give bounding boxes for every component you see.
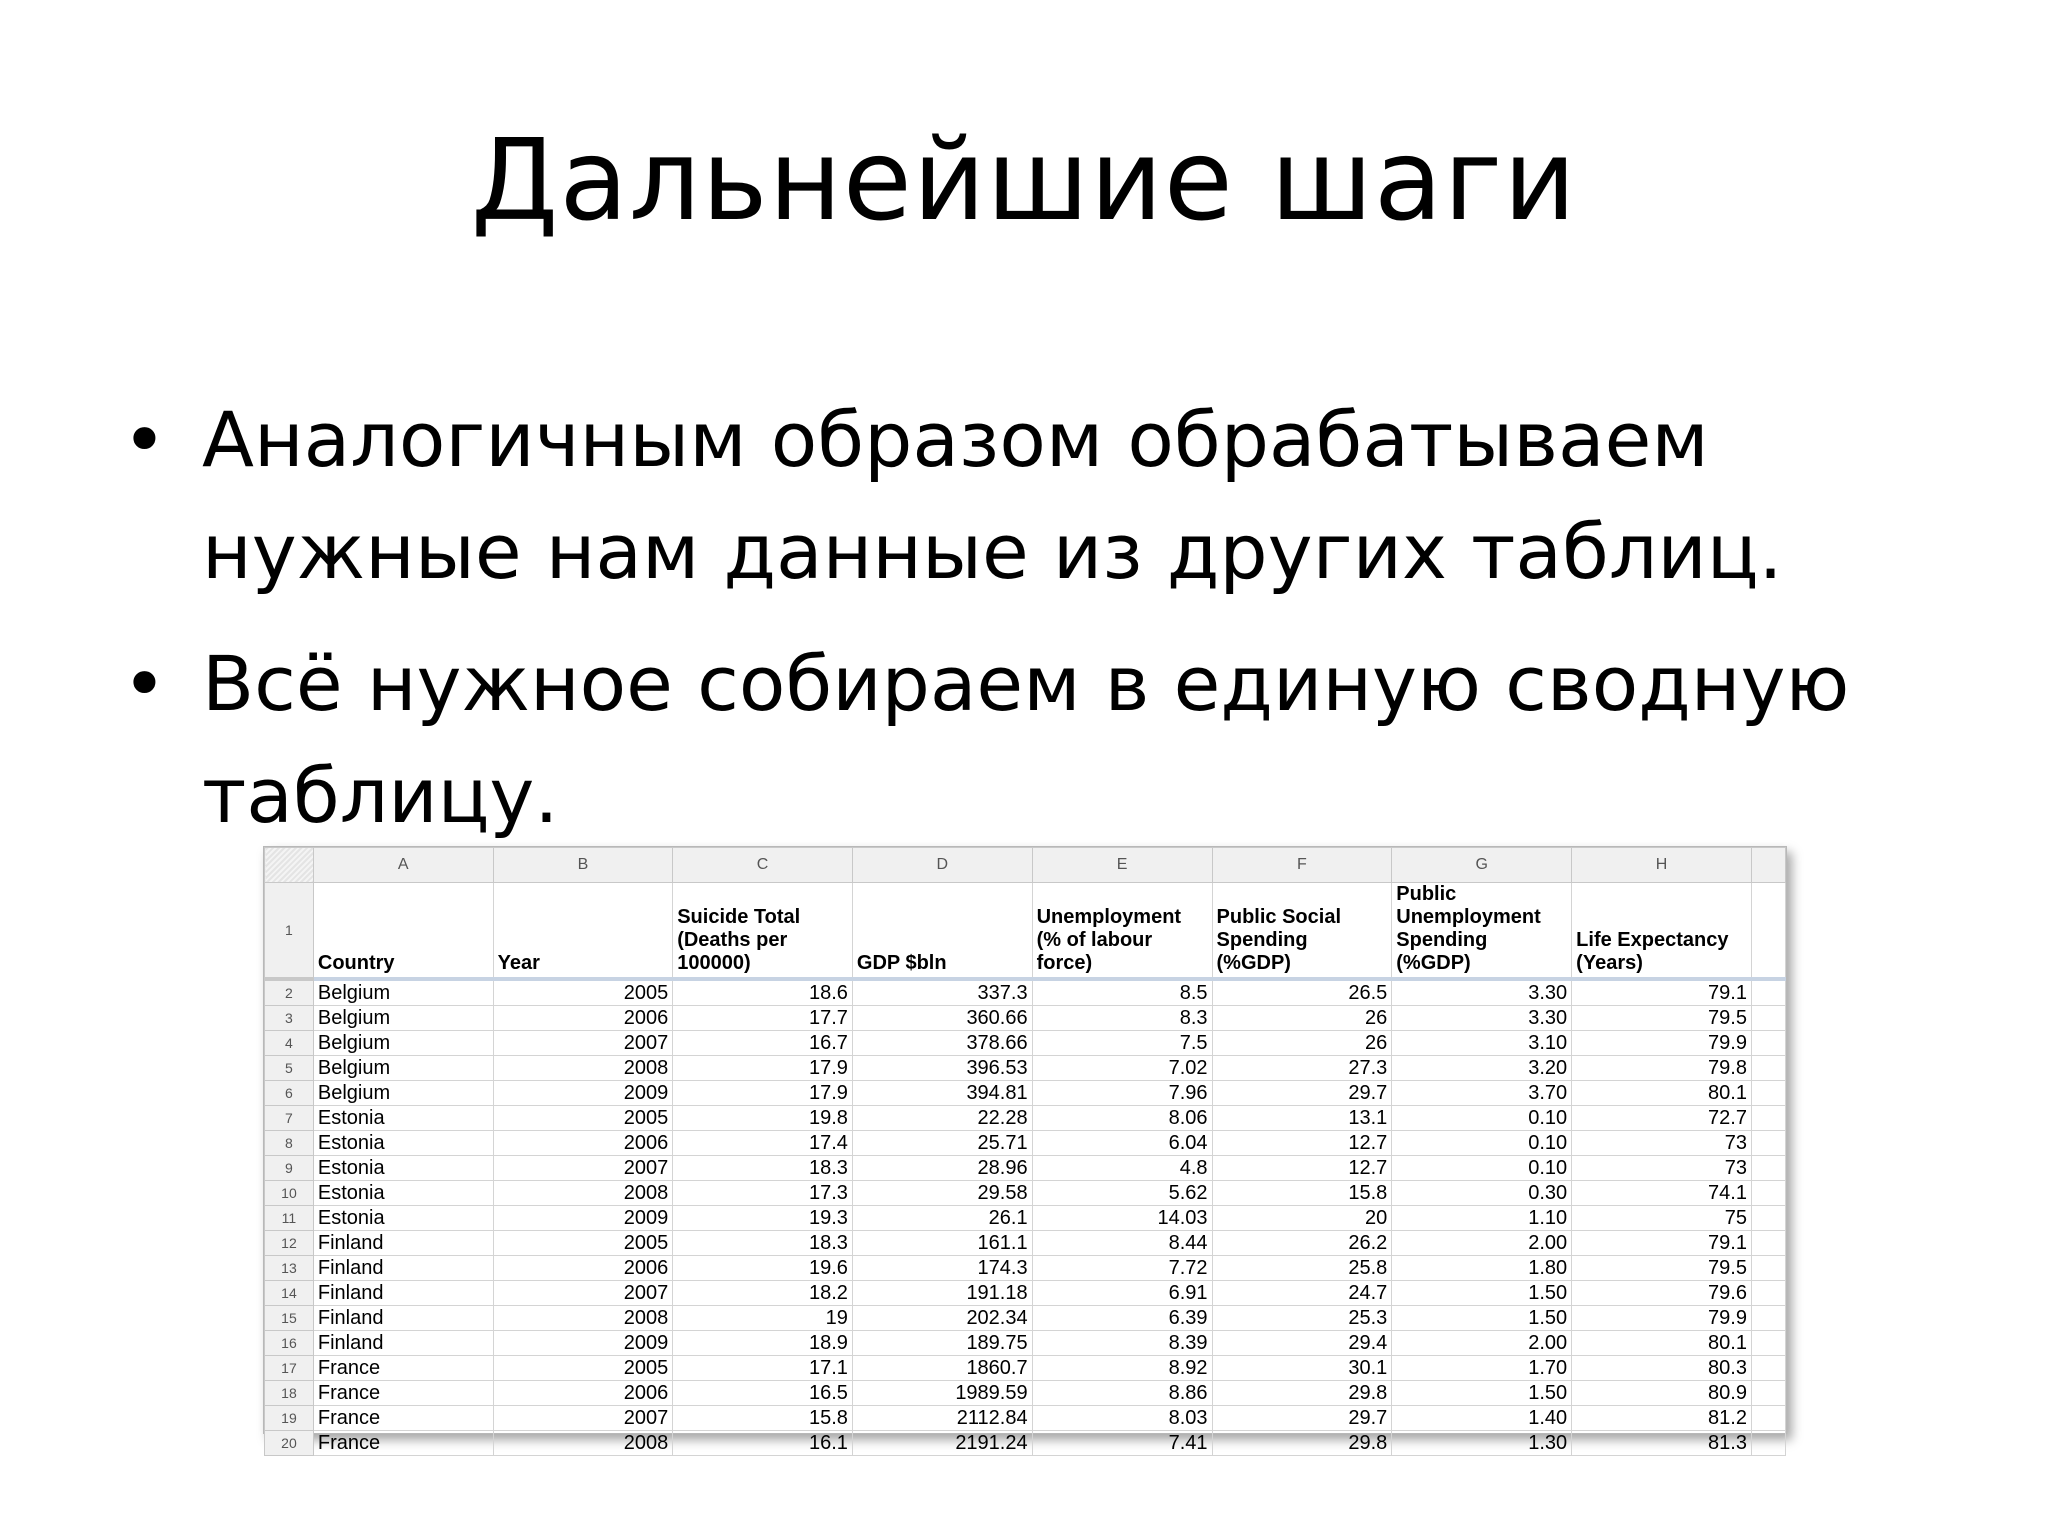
cell-blank <box>1751 1281 1785 1306</box>
spreadsheet-table <box>264 847 1786 1456</box>
cell-blank <box>1751 1056 1785 1081</box>
cell-country: Finland <box>313 1306 493 1331</box>
row-number: 14 <box>265 1281 314 1306</box>
cell-public-unemployment-spending: 3.10 <box>1392 1031 1572 1056</box>
cell-gdp: 1989.59 <box>852 1381 1032 1406</box>
column-letter-c: C <box>673 848 853 883</box>
row-number: 6 <box>265 1081 314 1106</box>
cell-blank <box>1751 1156 1785 1181</box>
cell-suicide-total: 16.5 <box>673 1381 853 1406</box>
cell-year: 2009 <box>493 1331 673 1356</box>
column-letter-row <box>265 848 1786 883</box>
table-row <box>265 1306 1786 1331</box>
cell-gdp: 1860.7 <box>852 1356 1032 1381</box>
cell-unemployment: 4.8 <box>1032 1156 1212 1181</box>
cell-country: France <box>313 1381 493 1406</box>
column-letter-f: F <box>1212 848 1392 883</box>
header-cell-year: Year <box>493 883 673 980</box>
bullet-item <box>122 384 1972 608</box>
column-letter-b: B <box>493 848 673 883</box>
cell-suicide-total: 18.9 <box>673 1331 853 1356</box>
cell-gdp: 25.71 <box>852 1131 1032 1156</box>
cell-unemployment: 14.03 <box>1032 1206 1212 1231</box>
cell-life-expectancy: 79.9 <box>1572 1031 1752 1056</box>
cell-blank <box>1751 1006 1785 1031</box>
cell-public-unemployment-spending: 1.80 <box>1392 1256 1572 1281</box>
cell-life-expectancy: 80.3 <box>1572 1356 1752 1381</box>
cell-public-unemployment-spending: 1.50 <box>1392 1381 1572 1406</box>
cell-public-social-spending: 24.7 <box>1212 1281 1392 1306</box>
header-cell-gdp: GDP $bln <box>852 883 1032 980</box>
cell-country: Finland <box>313 1281 493 1306</box>
cell-unemployment: 8.44 <box>1032 1231 1212 1256</box>
cell-country: France <box>313 1356 493 1381</box>
cell-year: 2007 <box>493 1156 673 1181</box>
cell-gdp: 29.58 <box>852 1181 1032 1206</box>
cell-blank <box>1751 979 1785 1006</box>
cell-country: Finland <box>313 1231 493 1256</box>
cell-gdp: 2112.84 <box>852 1406 1032 1431</box>
row-number: 12 <box>265 1231 314 1256</box>
cell-country: Belgium <box>313 1006 493 1031</box>
header-cell-public-unemployment-spending: Public Unemployment Spending (%GDP) <box>1392 883 1572 980</box>
cell-public-social-spending: 26 <box>1212 1006 1392 1031</box>
cell-suicide-total: 18.2 <box>673 1281 853 1306</box>
cell-public-unemployment-spending: 3.20 <box>1392 1056 1572 1081</box>
header-cell-unemployment: Unemployment (% of labour force) <box>1032 883 1212 980</box>
cell-country: Belgium <box>313 1081 493 1106</box>
row-number: 3 <box>265 1006 314 1031</box>
cell-life-expectancy: 75 <box>1572 1206 1752 1231</box>
cell-year: 2009 <box>493 1081 673 1106</box>
column-letter-h: H <box>1572 848 1752 883</box>
cell-year: 2008 <box>493 1306 673 1331</box>
cell-year: 2005 <box>493 1231 673 1256</box>
bullet-dot-icon: • <box>122 639 167 728</box>
cell-public-unemployment-spending: 3.30 <box>1392 979 1572 1006</box>
cell-country: Belgium <box>313 1056 493 1081</box>
cell-life-expectancy: 74.1 <box>1572 1181 1752 1206</box>
cell-year: 2007 <box>493 1281 673 1306</box>
cell-gdp: 378.66 <box>852 1031 1032 1056</box>
row-number: 20 <box>265 1431 314 1456</box>
select-all-corner <box>265 848 314 883</box>
table-row <box>265 1281 1786 1306</box>
cell-unemployment: 7.5 <box>1032 1031 1212 1056</box>
table-row <box>265 1031 1786 1056</box>
cell-blank <box>1751 1206 1785 1231</box>
cell-year: 2006 <box>493 1131 673 1156</box>
table-row <box>265 1356 1786 1381</box>
cell-gdp: 360.66 <box>852 1006 1032 1031</box>
bullet-list <box>122 384 1972 872</box>
cell-life-expectancy: 73 <box>1572 1156 1752 1181</box>
column-letter-g: G <box>1392 848 1572 883</box>
cell-public-social-spending: 29.8 <box>1212 1431 1392 1456</box>
cell-public-unemployment-spending: 1.40 <box>1392 1406 1572 1431</box>
cell-life-expectancy: 79.5 <box>1572 1006 1752 1031</box>
cell-suicide-total: 15.8 <box>673 1406 853 1431</box>
cell-public-social-spending: 29.4 <box>1212 1331 1392 1356</box>
cell-year: 2006 <box>493 1006 673 1031</box>
row-number: 8 <box>265 1131 314 1156</box>
cell-public-unemployment-spending: 0.10 <box>1392 1131 1572 1156</box>
row-number: 5 <box>265 1056 314 1081</box>
cell-life-expectancy: 79.9 <box>1572 1306 1752 1331</box>
row-number: 18 <box>265 1381 314 1406</box>
cell-blank <box>1751 1356 1785 1381</box>
cell-gdp: 2191.24 <box>852 1431 1032 1456</box>
cell-gdp: 202.34 <box>852 1306 1032 1331</box>
header-cell-suicide-total: Suicide Total (Deaths per 100000) <box>673 883 853 980</box>
cell-public-unemployment-spending: 0.30 <box>1392 1181 1572 1206</box>
cell-public-unemployment-spending: 1.50 <box>1392 1281 1572 1306</box>
cell-year: 2008 <box>493 1056 673 1081</box>
cell-public-social-spending: 20 <box>1212 1206 1392 1231</box>
cell-public-social-spending: 27.3 <box>1212 1056 1392 1081</box>
cell-gdp: 189.75 <box>852 1331 1032 1356</box>
row-number: 15 <box>265 1306 314 1331</box>
cell-unemployment: 8.5 <box>1032 979 1212 1006</box>
cell-unemployment: 8.3 <box>1032 1006 1212 1031</box>
cell-year: 2009 <box>493 1206 673 1231</box>
cell-suicide-total: 16.1 <box>673 1431 853 1456</box>
row-number: 19 <box>265 1406 314 1431</box>
table-row <box>265 1131 1786 1156</box>
cell-public-social-spending: 29.7 <box>1212 1081 1392 1106</box>
cell-life-expectancy: 79.6 <box>1572 1281 1752 1306</box>
cell-unemployment: 7.41 <box>1032 1431 1212 1456</box>
cell-blank <box>1751 1431 1785 1456</box>
cell-suicide-total: 19.6 <box>673 1256 853 1281</box>
header-cell-blank <box>1751 883 1785 980</box>
cell-public-unemployment-spending: 1.10 <box>1392 1206 1572 1231</box>
table-row <box>265 1431 1786 1456</box>
cell-life-expectancy: 79.1 <box>1572 1231 1752 1256</box>
cell-country: Estonia <box>313 1156 493 1181</box>
cell-public-social-spending: 25.3 <box>1212 1306 1392 1331</box>
bullet-dot-icon: • <box>122 395 167 484</box>
cell-country: Finland <box>313 1256 493 1281</box>
cell-country: Estonia <box>313 1206 493 1231</box>
header-cell-public-social-spending: Public Social Spending (%GDP) <box>1212 883 1392 980</box>
header-row <box>265 883 1786 980</box>
cell-suicide-total: 16.7 <box>673 1031 853 1056</box>
cell-public-unemployment-spending: 1.30 <box>1392 1431 1572 1456</box>
cell-country: Finland <box>313 1331 493 1356</box>
cell-public-unemployment-spending: 2.00 <box>1392 1231 1572 1256</box>
row-number: 13 <box>265 1256 314 1281</box>
cell-country: Belgium <box>313 979 493 1006</box>
header-cell-life-expectancy: Life Expectancy (Years) <box>1572 883 1752 980</box>
cell-gdp: 396.53 <box>852 1056 1032 1081</box>
table-row <box>265 1006 1786 1031</box>
cell-public-unemployment-spending: 0.10 <box>1392 1156 1572 1181</box>
cell-public-social-spending: 30.1 <box>1212 1356 1392 1381</box>
cell-life-expectancy: 79.1 <box>1572 979 1752 1006</box>
cell-public-unemployment-spending: 3.30 <box>1392 1006 1572 1031</box>
cell-unemployment: 8.92 <box>1032 1356 1212 1381</box>
table-row <box>265 1081 1786 1106</box>
cell-country: Belgium <box>313 1031 493 1056</box>
cell-public-social-spending: 29.7 <box>1212 1406 1392 1431</box>
cell-life-expectancy: 81.3 <box>1572 1431 1752 1456</box>
cell-suicide-total: 17.1 <box>673 1356 853 1381</box>
cell-life-expectancy: 80.1 <box>1572 1331 1752 1356</box>
cell-country: France <box>313 1406 493 1431</box>
cell-blank <box>1751 1331 1785 1356</box>
table-row <box>265 1106 1786 1131</box>
cell-blank <box>1751 1306 1785 1331</box>
table-row <box>265 1406 1786 1431</box>
cell-suicide-total: 17.4 <box>673 1131 853 1156</box>
cell-public-unemployment-spending: 1.50 <box>1392 1306 1572 1331</box>
cell-life-expectancy: 80.9 <box>1572 1381 1752 1406</box>
cell-public-social-spending: 29.8 <box>1212 1381 1392 1406</box>
cell-year: 2007 <box>493 1031 673 1056</box>
table-row <box>265 1056 1786 1081</box>
cell-gdp: 174.3 <box>852 1256 1032 1281</box>
cell-public-social-spending: 26.5 <box>1212 979 1392 1006</box>
row-number: 1 <box>265 883 314 980</box>
cell-unemployment: 7.96 <box>1032 1081 1212 1106</box>
cell-public-social-spending: 12.7 <box>1212 1131 1392 1156</box>
cell-suicide-total: 17.3 <box>673 1181 853 1206</box>
cell-blank <box>1751 1406 1785 1431</box>
cell-unemployment: 8.86 <box>1032 1381 1212 1406</box>
table-row <box>265 1231 1786 1256</box>
cell-year: 2008 <box>493 1181 673 1206</box>
cell-gdp: 394.81 <box>852 1081 1032 1106</box>
cell-suicide-total: 18.3 <box>673 1156 853 1181</box>
cell-life-expectancy: 80.1 <box>1572 1081 1752 1106</box>
cell-blank <box>1751 1106 1785 1131</box>
cell-year: 2008 <box>493 1431 673 1456</box>
cell-public-unemployment-spending: 1.70 <box>1392 1356 1572 1381</box>
bullet-item <box>122 628 1972 852</box>
cell-blank <box>1751 1256 1785 1281</box>
column-letter-blank <box>1751 848 1785 883</box>
cell-unemployment: 8.39 <box>1032 1331 1212 1356</box>
row-number: 11 <box>265 1206 314 1231</box>
cell-suicide-total: 19 <box>673 1306 853 1331</box>
row-number: 2 <box>265 979 314 1006</box>
cell-life-expectancy: 79.8 <box>1572 1056 1752 1081</box>
cell-public-social-spending: 15.8 <box>1212 1181 1392 1206</box>
table-row <box>265 979 1786 1006</box>
cell-gdp: 22.28 <box>852 1106 1032 1131</box>
cell-suicide-total: 18.6 <box>673 979 853 1006</box>
cell-unemployment: 7.72 <box>1032 1256 1212 1281</box>
cell-blank <box>1751 1381 1785 1406</box>
cell-unemployment: 6.39 <box>1032 1306 1212 1331</box>
cell-blank <box>1751 1131 1785 1156</box>
cell-unemployment: 8.06 <box>1032 1106 1212 1131</box>
cell-public-social-spending: 13.1 <box>1212 1106 1392 1131</box>
column-letter-e: E <box>1032 848 1212 883</box>
cell-unemployment: 7.02 <box>1032 1056 1212 1081</box>
cell-country: Estonia <box>313 1181 493 1206</box>
slide-title: Дальнейшие шаги <box>470 116 1578 246</box>
cell-year: 2005 <box>493 979 673 1006</box>
cell-unemployment: 5.62 <box>1032 1181 1212 1206</box>
cell-gdp: 26.1 <box>852 1206 1032 1231</box>
column-letter-a: A <box>313 848 493 883</box>
cell-country: Estonia <box>313 1131 493 1156</box>
cell-public-social-spending: 25.8 <box>1212 1256 1392 1281</box>
row-number: 17 <box>265 1356 314 1381</box>
cell-country: France <box>313 1431 493 1456</box>
cell-public-unemployment-spending: 0.10 <box>1392 1106 1572 1131</box>
row-number: 9 <box>265 1156 314 1181</box>
cell-year: 2006 <box>493 1256 673 1281</box>
column-letter-d: D <box>852 848 1032 883</box>
bullet-text: Аналогичным образом обрабатываем нужные нам данные из других таблиц. <box>202 395 1783 596</box>
cell-year: 2007 <box>493 1406 673 1431</box>
row-number: 4 <box>265 1031 314 1056</box>
cell-public-unemployment-spending: 2.00 <box>1392 1331 1572 1356</box>
row-number: 16 <box>265 1331 314 1356</box>
cell-blank <box>1751 1031 1785 1056</box>
cell-life-expectancy: 72.7 <box>1572 1106 1752 1131</box>
cell-gdp: 337.3 <box>852 979 1032 1006</box>
table-row <box>265 1156 1786 1181</box>
table-row <box>265 1256 1786 1281</box>
spreadsheet-screenshot <box>263 846 1787 1454</box>
cell-public-social-spending: 26 <box>1212 1031 1392 1056</box>
table-row <box>265 1381 1786 1406</box>
cell-suicide-total: 19.3 <box>673 1206 853 1231</box>
cell-suicide-total: 18.3 <box>673 1231 853 1256</box>
cell-public-social-spending: 26.2 <box>1212 1231 1392 1256</box>
table-row <box>265 1181 1786 1206</box>
table-row <box>265 1206 1786 1231</box>
cell-year: 2005 <box>493 1106 673 1131</box>
cell-life-expectancy: 79.5 <box>1572 1256 1752 1281</box>
cell-gdp: 161.1 <box>852 1231 1032 1256</box>
cell-unemployment: 6.91 <box>1032 1281 1212 1306</box>
cell-public-social-spending: 12.7 <box>1212 1156 1392 1181</box>
cell-life-expectancy: 73 <box>1572 1131 1752 1156</box>
cell-public-unemployment-spending: 3.70 <box>1392 1081 1572 1106</box>
cell-year: 2005 <box>493 1356 673 1381</box>
bullet-text: Всё нужное собираем в единую сводную таблицу. <box>202 639 1850 840</box>
cell-blank <box>1751 1231 1785 1256</box>
cell-blank <box>1751 1181 1785 1206</box>
cell-gdp: 28.96 <box>852 1156 1032 1181</box>
cell-gdp: 191.18 <box>852 1281 1032 1306</box>
cell-suicide-total: 17.9 <box>673 1081 853 1106</box>
cell-suicide-total: 19.8 <box>673 1106 853 1131</box>
cell-unemployment: 6.04 <box>1032 1131 1212 1156</box>
cell-unemployment: 8.03 <box>1032 1406 1212 1431</box>
cell-suicide-total: 17.9 <box>673 1056 853 1081</box>
cell-year: 2006 <box>493 1381 673 1406</box>
cell-country: Estonia <box>313 1106 493 1131</box>
row-number: 10 <box>265 1181 314 1206</box>
cell-life-expectancy: 81.2 <box>1572 1406 1752 1431</box>
table-row <box>265 1331 1786 1356</box>
header-cell-country: Country <box>313 883 493 980</box>
cell-suicide-total: 17.7 <box>673 1006 853 1031</box>
cell-blank <box>1751 1081 1785 1106</box>
row-number: 7 <box>265 1106 314 1131</box>
